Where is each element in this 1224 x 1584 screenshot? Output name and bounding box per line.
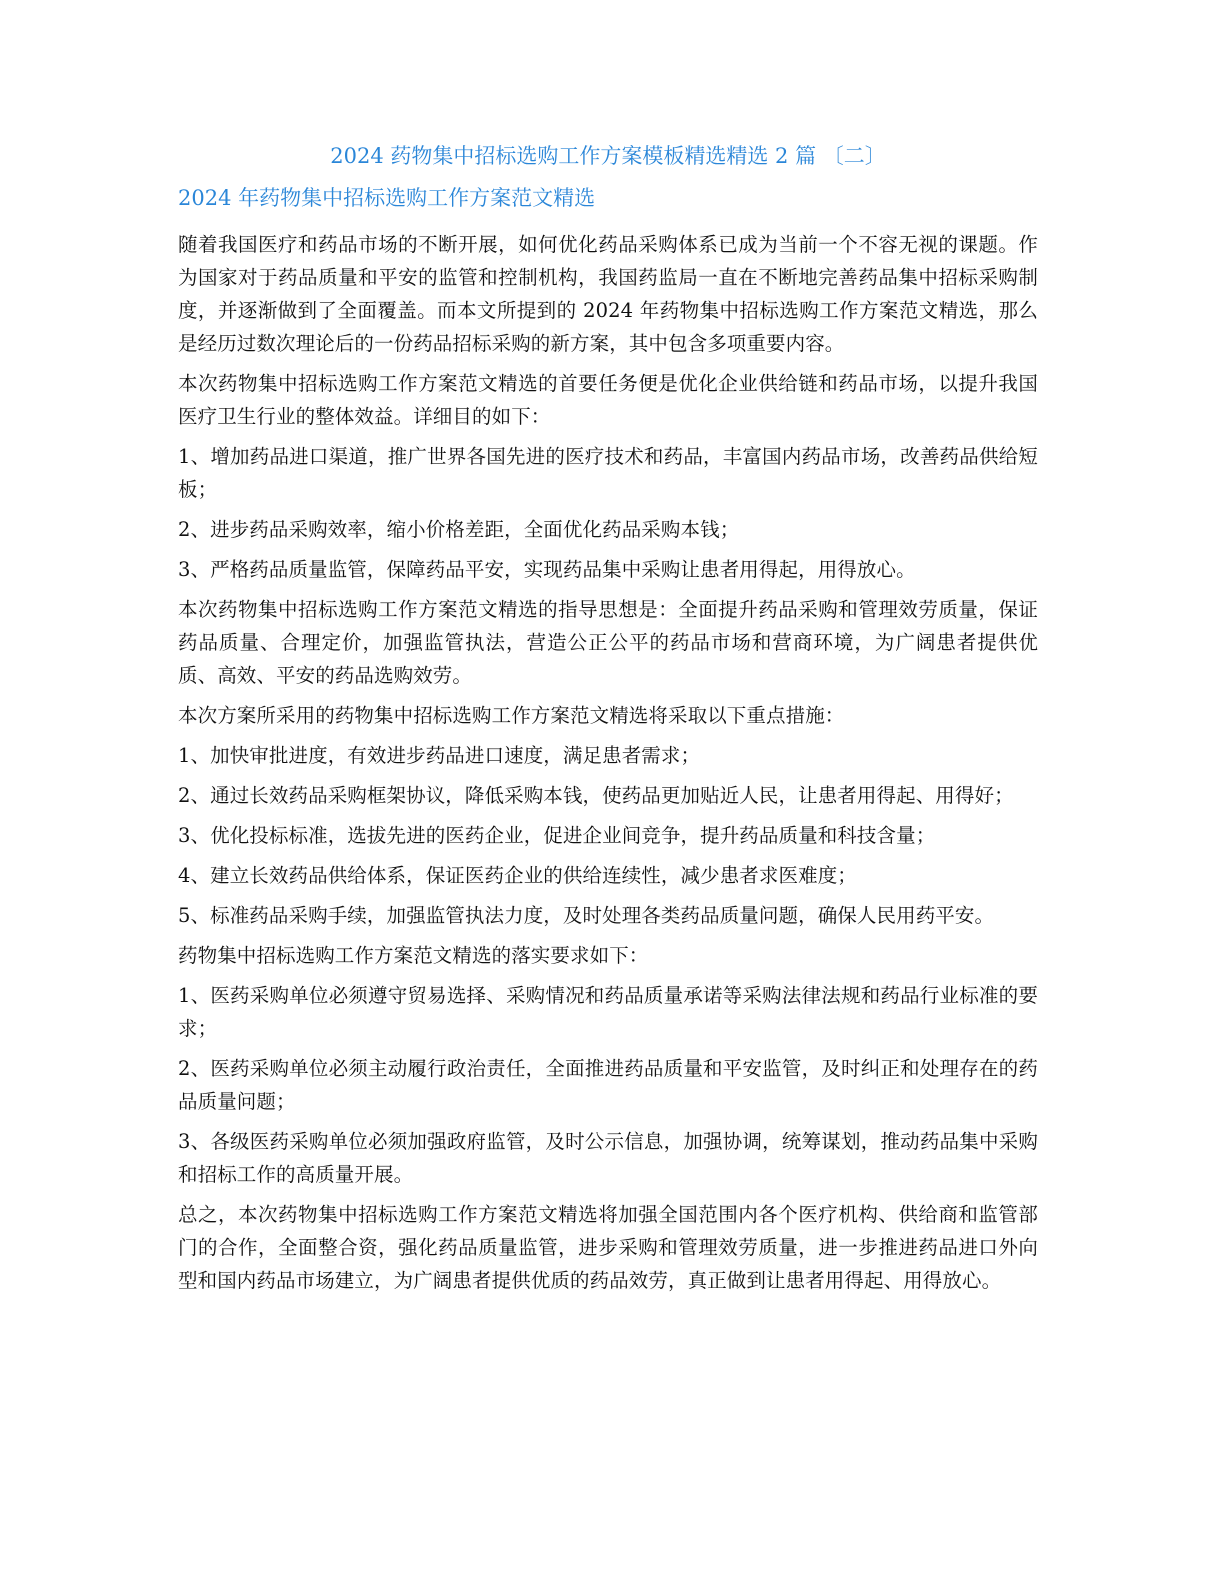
list-item-goal-2: 2、进步药品采购效率，缩小价格差距，全面优化药品采购本钱； (178, 518, 740, 541)
list-item-requirement-2: 2、医药采购单位必须主动履行政治责任，全面推进药品质量和平安监管，及时纠正和处理存在的药品质量问题； (178, 1057, 1038, 1113)
paragraph-measures-intro: 本次方案所采用的药物集中招标选购工作方案范文精选将采取以下重点措施： (178, 704, 845, 727)
paragraph-task: 本次药物集中招标选购工作方案范文精选的首要任务便是优化企业供给链和药品市场，以提升我国医疗卫生行业的整体效益。详细目的如下： (178, 372, 1038, 428)
list-item-goal-1: 1、增加药品进口渠道，推广世界各国先进的医疗技术和药品，丰富国内药品市场，改善药品供给短板； (178, 445, 1038, 501)
list-item-measure-2: 2、通过长效药品采购框架协议，降低采购本钱，使药品更加贴近人民，让患者用得起、用得好； (178, 784, 1014, 807)
list-item-goal-3: 3、严格药品质量监管，保障药品平安，实现药品集中采购让患者用得起，用得放心。 (178, 558, 916, 581)
list-item-measure-5: 5、标准药品采购手续，加强监管执法力度，及时处理各类药品质量问题，确保人民用药平安。 (178, 904, 995, 927)
paragraph-intro: 随着我国医疗和药品市场的不断开展，如何优化药品采购体系已成为当前一个不容无视的课题。作为国家对于药品质量和平安的监管和控制机构，我国药监局一直在不断地完善药品集中招标采购制度，并逐渐做到了全面覆盖。而本文所提到的 2024 年药物集中招标选购工作方案范文精选，那么是经历过数次理论后的一份药品招标采购的新方案，其中包含多项重要内容。 (178, 233, 1038, 355)
document-title: 2024 药物集中招标选购工作方案模板精选精选 2 篇 〔二〕 (330, 144, 886, 168)
paragraph-conclusion: 总之，本次药物集中招标选购工作方案范文精选将加强全国范围内各个医疗机构、供给商和监管部门的合作，全面整合资，强化药品质量监管，进步采购和管理效劳质量，进一步推进药品进口外向型和国内药品市场建立，为广阔患者提供优质的药品效劳，真正做到让患者用得起、用得放心。 (178, 1203, 1038, 1292)
paragraph-requirements-intro: 药物集中招标选购工作方案范文精选的落实要求如下： (178, 944, 649, 967)
list-item-requirement-1: 1、医药采购单位必须遵守贸易选择、采购情况和药品质量承诺等采购法律法规和药品行业标准的要求； (178, 984, 1038, 1040)
list-item-measure-3: 3、优化投标标准，选拔先进的医药企业，促进企业间竞争，提升药品质量和科技含量； (178, 824, 936, 847)
list-item-requirement-3: 3、各级医药采购单位必须加强政府监管，及时公示信息，加强协调，统筹谋划，推动药品集中采购和招标工作的高质量开展。 (178, 1130, 1038, 1186)
document-page (178, 138, 1038, 1304)
paragraph-guiding-idea: 本次药物集中招标选购工作方案范文精选的指导思想是：全面提升药品采购和管理效劳质量，保证药品质量、合理定价，加强监管执法，营造公正公平的药品市场和营商环境，为广阔患者提供优质、高效、平安的药品选购效劳。 (178, 598, 1038, 687)
document-subtitle: 2024 年药物集中招标选购工作方案范文精选 (178, 186, 596, 210)
list-item-measure-4: 4、建立长效药品供给体系，保证医药企业的供给连续性，减少患者求医难度； (178, 864, 857, 887)
list-item-measure-1: 1、加快审批进度，有效进步药品进口速度，满足患者需求； (178, 744, 701, 767)
